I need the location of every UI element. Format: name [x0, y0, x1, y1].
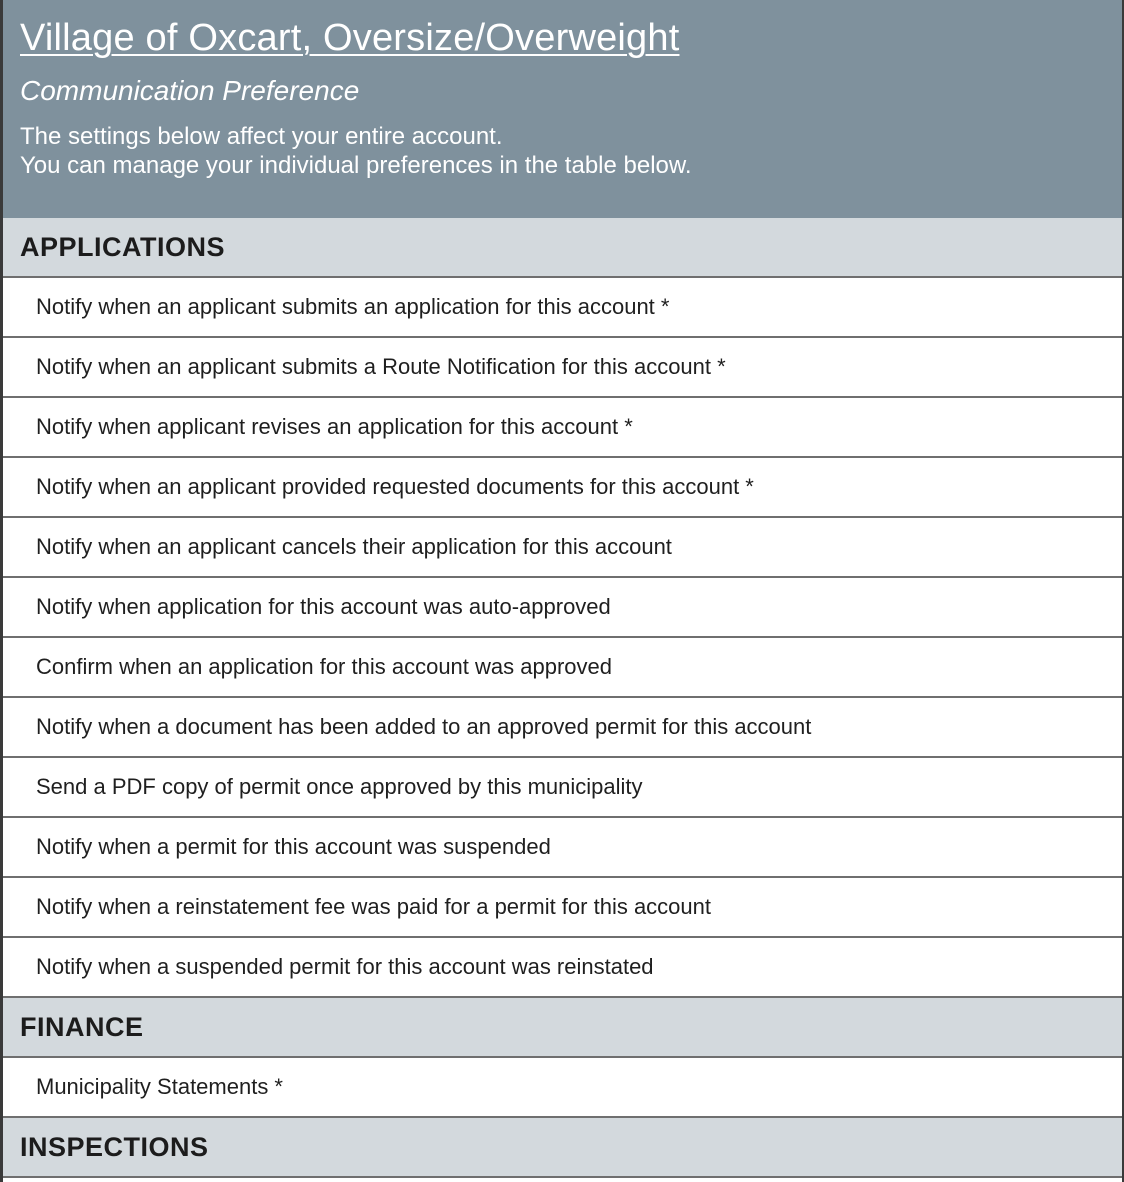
page-subtitle: Communication Preference	[20, 75, 360, 106]
header-description	[20, 122, 1105, 180]
preference-row[interactable]: Notify when application for this account was auto-approved	[3, 578, 1122, 638]
section-header-inspections: INSPECTIONS	[3, 1118, 1122, 1178]
description-line-1: The settings below affect your entire account.	[20, 123, 503, 150]
section-header-applications: APPLICATIONS	[3, 218, 1122, 278]
description-line-2: You can manage your individual preferences in the table below.	[20, 152, 692, 179]
preference-row[interactable]: Confirm when an application for this account was approved	[3, 638, 1122, 698]
preference-row[interactable]: Notify when a document has been added to an approved permit for this account	[3, 698, 1122, 758]
preference-row[interactable]: Municipality Statements *	[3, 1058, 1122, 1118]
preference-row[interactable]: Notify when an applicant submits a Route Notification for this account *	[3, 338, 1122, 398]
preference-row[interactable]: Notify when an applicant provided requested documents for this account *	[3, 458, 1122, 518]
section-header-finance: FINANCE	[3, 998, 1122, 1058]
preference-row[interactable]: Notify when applicant revises an application for this account *	[3, 398, 1122, 458]
page-header	[3, 0, 1122, 218]
preference-row[interactable]: Notify when a permit for this account was suspended	[3, 818, 1122, 878]
preference-row[interactable]: Notify when an applicant cancels their application for this account	[3, 518, 1122, 578]
preference-row[interactable]: Notify when an applicant submits an application for this account *	[3, 278, 1122, 338]
preference-row[interactable]: Send a PDF copy of permit once approved by this municipality	[3, 758, 1122, 818]
preference-row[interactable]: Notify when a suspended permit for this account was reinstated	[3, 938, 1122, 998]
account-title-link[interactable]: Village of Oxcart, Oversize/Overweight	[20, 17, 680, 59]
preference-row[interactable]: Notify when a reinstatement fee was paid for a permit for this account	[3, 878, 1122, 938]
